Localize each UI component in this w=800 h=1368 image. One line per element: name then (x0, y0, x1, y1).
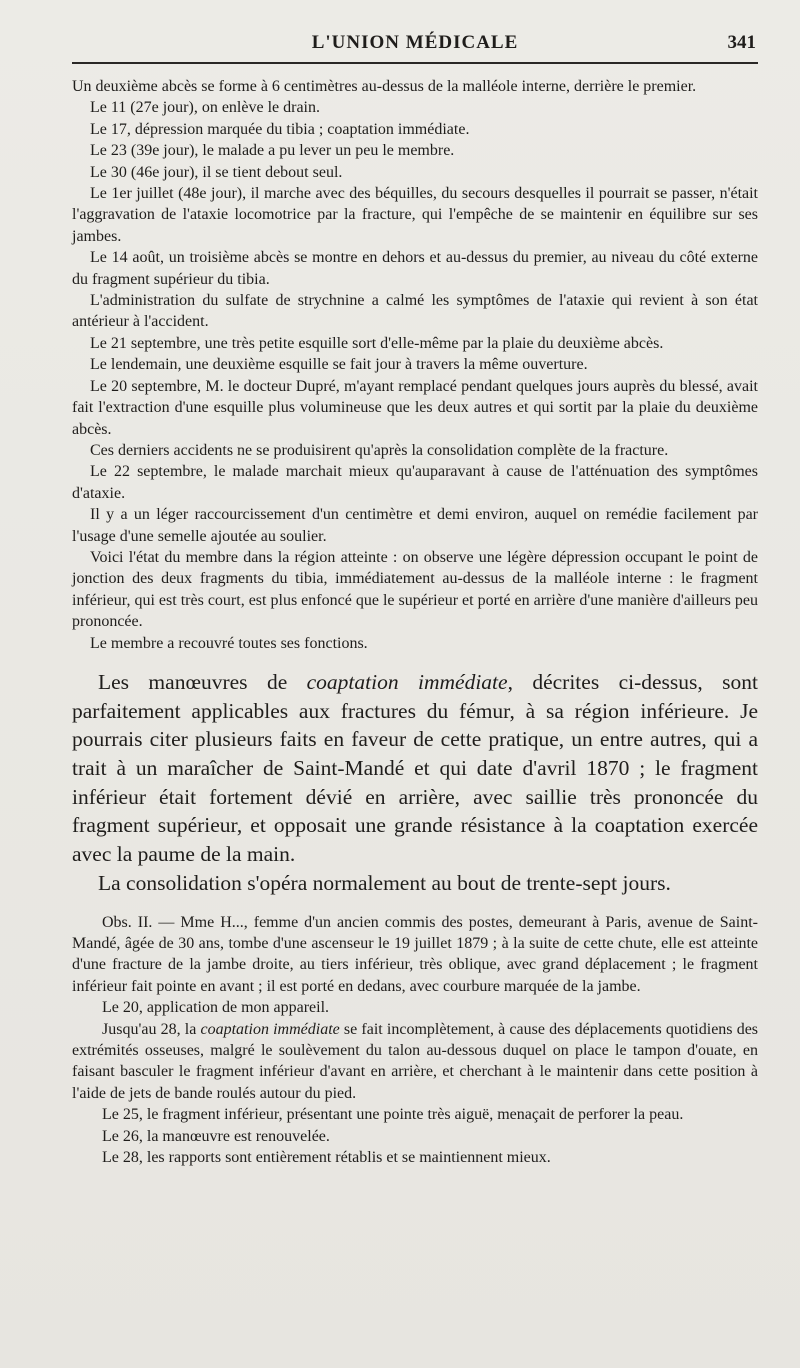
paragraph: Le membre a recouvré toutes ses fonctions. (90, 634, 368, 652)
paragraph: Le 11 (27e jour), on enlève le drain. (90, 99, 320, 117)
page-number: 341 (727, 32, 756, 53)
paragraph: Le 25, le fragment inférieur, présentant une pointe très aiguë, menaçait de perforer la peau. (102, 1106, 684, 1124)
case-continuation (72, 76, 758, 654)
paragraph: Le 20, application de mon appareil. (102, 999, 330, 1017)
paragraph: Il y a un léger raccourcissement d'un centimètre et demi environ, auquel on remédie facilement par l'usage d'une semelle ajoutée au soulier. (72, 506, 758, 545)
paragraph: Le 23 (39e jour), le malade a pu lever un peu le membre. (90, 142, 455, 160)
paragraph: Le 14 août, un troisième abcès se montre en dehors et au-dessus du premier, au niveau du côté externe du fragment supérieur du tibia. (72, 249, 758, 288)
paragraph: Les manœuvres de coaptation immédiate, décrites ci-dessus, sont parfaitement applicables aux fractures du fémur, à sa région inférieure. Je pourrais citer plusieurs faits en faveur de cette pratique, un entre autres, qui a trait à un maraîcher de Saint-Mandé et qui date d'avril 1870 ; le fragment inférieur était fortement dévié en arrière, avec saillie très prononcée du fragment supérieur, et opposait une grande résistance à la coaptation exercée avec la paume de la main. (72, 669, 759, 867)
paragraph: Le 21 septembre, une très petite esquille sort d'elle-même par la plaie du deuxième abcès. (90, 334, 664, 352)
paragraph: Voici l'état du membre dans la région atteinte : on observe une légère dépression occupant le point de jonction des deux fragments du tibia, immédiatement au-dessus de la malléole interne : le fragment inférieur, qui est très court, est plus enfoncé que le supérieur et porté en arrière d'une manière d'ailleurs peu prononcée. (72, 548, 758, 631)
body-text (72, 668, 758, 898)
paragraph: Jusqu'au 28, la coaptation immédiate se fait incomplètement, à cause des déplacements quotidiens des extrémités osseuses, malgré le soulèvement du talon au-dessous duquel on place le tampon d'ouate, en faisant basculer le fragment inférieur d'avant en arrière, et cherchant à le maintenir dans cette position à l'aide de jets de bande roulés autour du pied. (72, 1020, 759, 1102)
paragraph: Le 22 septembre, le malade marchait mieux qu'auparavant à cause de l'atténuation des symptômes d'ataxie. (72, 463, 758, 502)
paragraph: Le lendemain, une deuxième esquille se fait jour à travers la même ouverture. (90, 356, 588, 374)
paragraph: Obs. II. — Mme H..., femme d'un ancien commis des postes, demeurant à Paris, avenue de Saint-Mandé, âgée de 30 ans, tombe d'une ascenseur le 19 juillet 1879 ; à la suite de cette chute, elle est atteinte d'une fracture de la jambe droite, au tiers inférieur, très oblique, avec grand déplacement ; le fragment inférieur fait pointe en avant ; il est porté en dedans, avec courbure marquée de la jambe. (72, 913, 758, 995)
paragraph: Le 17, dépression marquée du tibia ; coaptation immédiate. (90, 120, 470, 138)
paragraph: Ces derniers accidents ne se produisirent qu'après la consolidation complète de la fracture. (90, 441, 669, 459)
running-header (72, 28, 758, 64)
emphasis: coaptation immédiate (200, 1020, 340, 1038)
paragraph: Le 1er juillet (48e jour), il marche avec des béquilles, du secours desquelles il pourrait se passer, n'était l'aggravation de l'ataxie locomotrice par la fracture, qui l'empêche de se maintenir en équilibre sur ses jambes. (72, 185, 758, 245)
paragraph: Le 30 (46e jour), il se tient debout seul. (90, 163, 343, 181)
paragraph: Le 20 septembre, M. le docteur Dupré, m'ayant remplacé pendant quelques jours auprès du blessé, avait fait l'extraction d'une esquille plus volumineuse que les deux autres et qui sortit par la plaie du deuxième abcès. (72, 377, 758, 438)
paragraph: La consolidation s'opéra normalement au bout de trente-sept jours. (98, 870, 671, 895)
paragraph: L'administration du sulfate de strychnine a calmé les symptômes de l'ataxie qui revient à son état antérieur à l'accident. (72, 292, 758, 331)
observation-ii (72, 912, 758, 1169)
paragraph: Un deuxième abcès se forme à 6 centimètres au-dessus de la malléole interne, derrière le premier. (72, 78, 697, 95)
emphasis: coaptation immédiate (306, 669, 508, 694)
journal-title: L'UNION MÉDICALE (311, 32, 519, 53)
paragraph: Le 26, la manœuvre est renouvelée. (102, 1127, 330, 1145)
paragraph: Le 28, les rapports sont entièrement rétablis et se maintiennent mieux. (102, 1149, 551, 1167)
